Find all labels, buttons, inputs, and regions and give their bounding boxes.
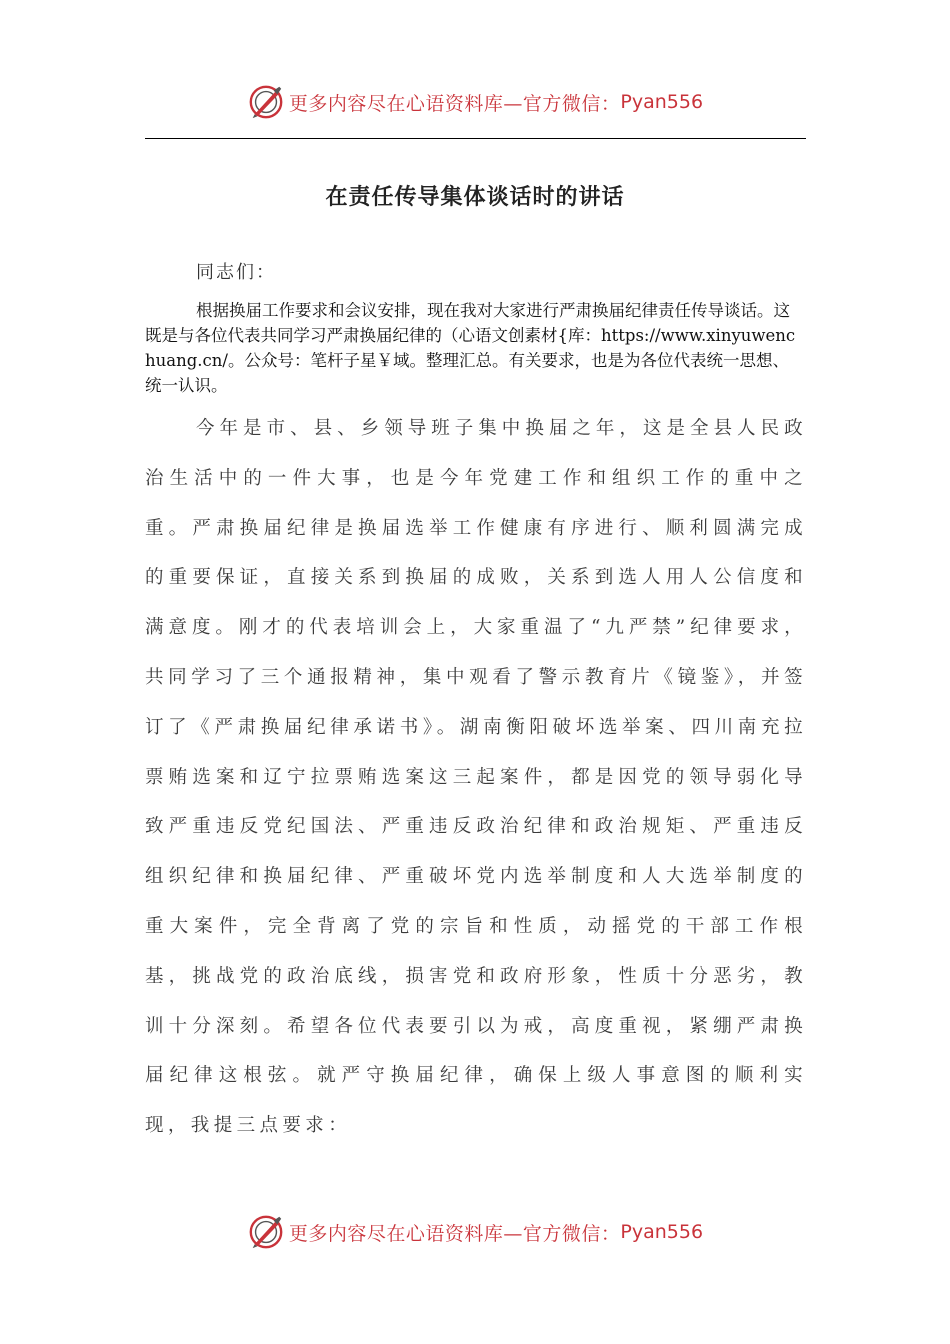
footer-banner-contact: Pyan556	[620, 1221, 704, 1243]
header-banner-text: 更多内容尽在心语资料库—官方微信：	[288, 92, 621, 115]
header-banner	[0, 80, 950, 124]
pen-logo-icon	[247, 83, 285, 121]
header-banner-contact: Pyan556	[620, 91, 704, 113]
body-paragraph: 今年是市、县、乡领导班子集中换届之年，这是全县人民政治生活中的一件大事，也是今年党建工作和组织工作的重中之重。严肃换届纪律是换届选举工作健康有序进行、顺利圆满完成的重要保证，直接关系到换届的成败，关系到选人用人公信度和满意度。刚才的代表培训会上，大家重温了“九严禁”纪律要求，共同学习了三个通报精神，集中观看了警示教育片《镜鉴》，并签订了《严肃换届纪律承诺书》。湖南衡阳破坏选举案、四川南充拉票贿选案和辽宁拉票贿选案这三起案件，都是因党的领导弱化导致严重违反党纪国法、严重违反政治纪律和政治规矩、严重违反组织纪律和换届纪律、严重破坏党内选举制度和人大选举制度的重大案件，完全背离了党的宗旨和性质，动摇党的干部工作根基，挑战党的政治底线，损害党和政府形象，性质十分恶劣，教训十分深刻。希望各位代表要引以为戒，高度重视，紧绷严肃换届纪律这根弦。就严守换届纪律，确保上级人事意图的顺利实现，我提三点要求：	[145, 418, 807, 1137]
page-title: 在责任传导集体谈话时的讲话	[325, 185, 625, 210]
footer-banner	[0, 1210, 950, 1254]
footer-banner-text: 更多内容尽在心语资料库—官方微信：	[288, 1222, 621, 1245]
intro-paragraph: 根据换届工作要求和会议安排，现在我对大家进行严肃换届纪律责任传导谈话。这既是与各位代表共同学习严肃换届纪律的（心语文创素材{库：https://www.xinyuwenchuang.cn/。公众号：笔杆子星￥域。整理汇总。有关要求，也是为各位代表统一思想、统一认识。	[145, 301, 796, 395]
salutation: 同志们：	[196, 262, 276, 283]
pen-logo-icon	[247, 1213, 285, 1251]
header-divider	[145, 138, 806, 139]
